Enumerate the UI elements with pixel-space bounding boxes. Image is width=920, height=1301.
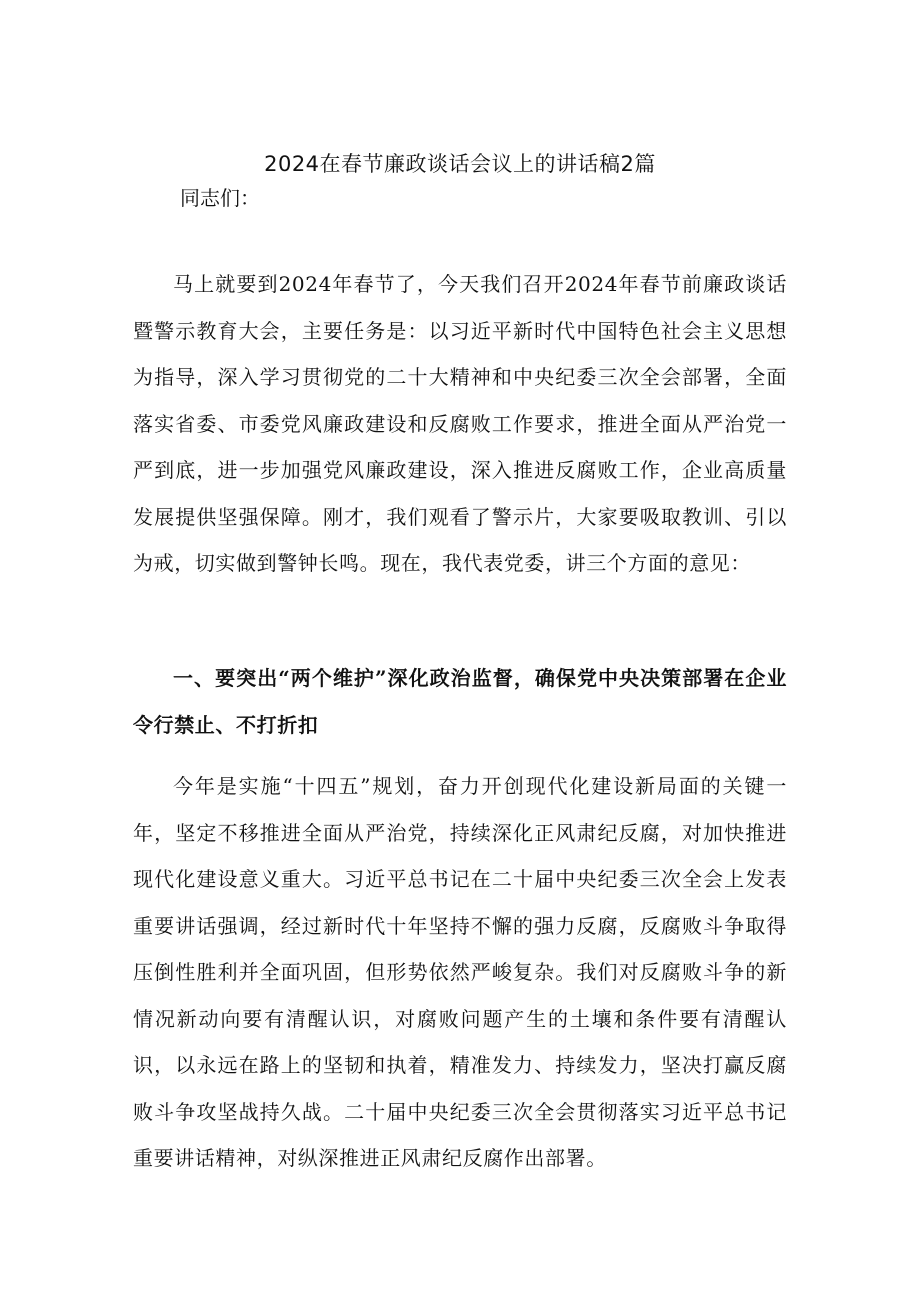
document-title: 2024在春节廉政谈话会议上的讲话稿2篇 [264,152,656,176]
section-heading-1: 一、要突出“两个维护”深化政治监督，确保党中央决策部署在企业令行禁止、不打折扣 [133,666,787,737]
paragraph-section-1: 今年是实施“十四五”规划，奋力开创现代化建设新局面的关键一年，坚定不移推进全面从严治党，持续深化正风肃纪反腐，对加快推进现代化建设意义重大。习近平总书记在二十届中央纪委三次全会上发表重要讲话强调，经过新时代十年坚持不懈的强力反腐，反腐败斗争取得压倒性胜利并全面巩固，但形势依然严峻复杂。我们对反腐败斗争的新情况新动向要有清醒认识，对腐败问题产生的土壤和条件要有清醒认识，以永远在路上的坚韧和执着，精准发力、持续发力，坚决打赢反腐败斗争攻坚战持久战。二十届中央纪委三次全会贯彻落实习近平总书记重要讲话精神，对纵深推进正风肃纪反腐作出部署。 [133,774,787,1170]
salutation: 同志们： [180,186,260,210]
paragraph-opening: 马上就要到2024年春节了，今天我们召开2024年春节前廉政谈话暨警示教育大会，主要任务是：以习近平新时代中国特色社会主义思想为指导，深入学习贯彻党的二十大精神和中央纪委三次全会部署，全面落实省委、市委党风廉政建设和反腐败工作要求，推进全面从严治党一严到底，进一步加强党风廉政建设，深入推进反腐败工作，企业高质量发展提供坚强保障。刚才，我们观看了警示片，大家要吸取教训、引以为戒，切实做到警钟长鸣。现在，我代表党委，讲三个方面的意见： [133,272,787,575]
